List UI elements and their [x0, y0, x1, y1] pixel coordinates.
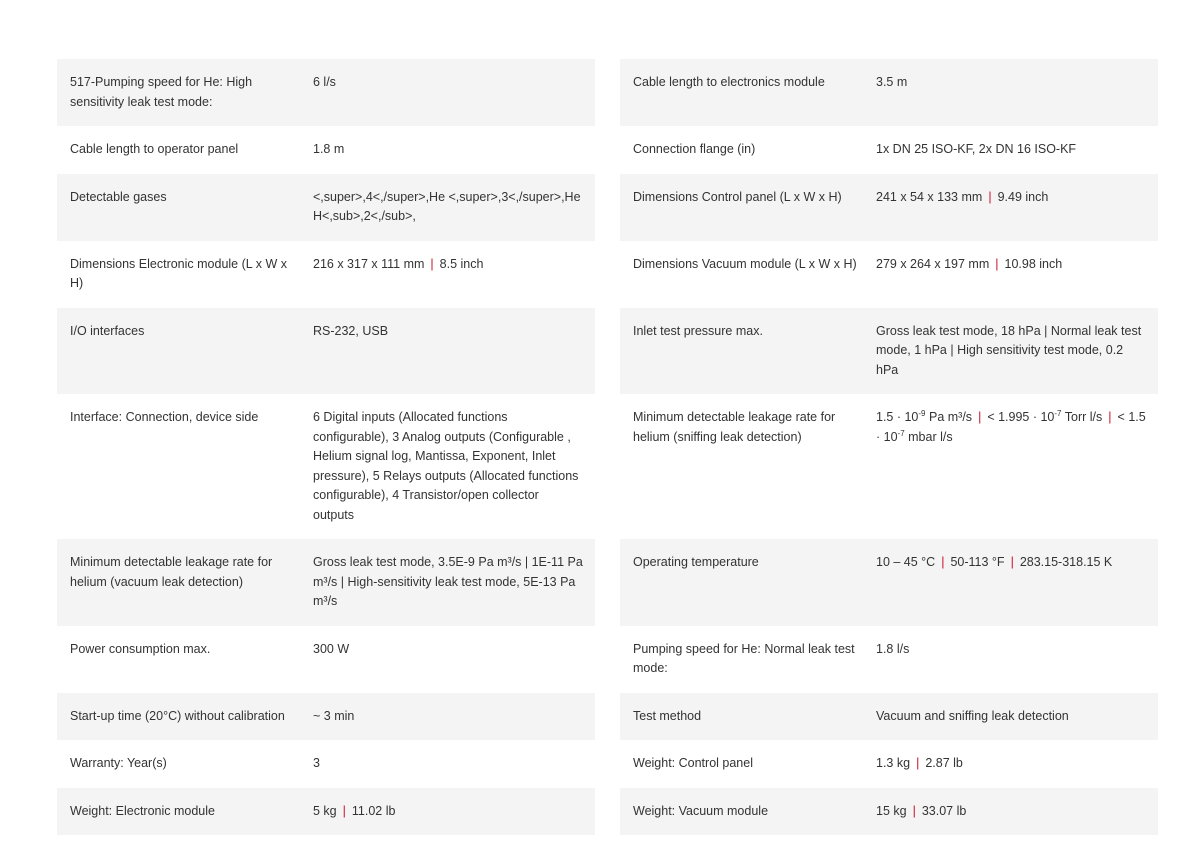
- spec-row: [57, 539, 595, 626]
- separator: |: [430, 256, 434, 271]
- spec-label: Weight: Control panel: [633, 756, 753, 770]
- separator: |: [941, 555, 945, 569]
- spec-row: [57, 59, 595, 126]
- spec-value: [313, 255, 595, 294]
- spec-label: Minimum detectable leakage rate for helium (vacuum leak detection): [70, 555, 273, 589]
- spec-row: [620, 740, 1158, 788]
- spec-label: Inlet test pressure max.: [633, 323, 763, 338]
- spec-row: [620, 539, 1158, 626]
- spec-value: [876, 754, 1158, 774]
- spec-row: [620, 394, 1158, 539]
- spec-value: [876, 188, 1158, 227]
- value-part: 15 kg: [876, 803, 907, 818]
- value-part: mbar l/s: [904, 429, 953, 444]
- spec-value: 1.8 l/s: [876, 641, 910, 656]
- spec-label: Minimum detectable leakage rate for helium (sniffing leak detection): [633, 410, 836, 444]
- spec-label: Dimensions Vacuum module (L x W x H): [633, 256, 857, 271]
- separator: |: [912, 803, 916, 818]
- spec-label: I/O interfaces: [70, 323, 145, 338]
- separator: |: [342, 803, 346, 818]
- spec-label: Dimensions Electronic module (L x W x H): [70, 256, 287, 290]
- spec-label: Connection flange (in): [633, 142, 756, 156]
- spec-row: [57, 626, 595, 693]
- spec-value: 3: [313, 756, 320, 770]
- value-part: 2.87 lb: [925, 756, 963, 770]
- value-part: 216 x 317 x 111 mm: [313, 256, 425, 271]
- value-part: <: [1117, 410, 1125, 424]
- spec-label: Cable length to operator panel: [70, 142, 239, 156]
- spec-row: [620, 241, 1158, 308]
- value-part: 10.98 inch: [1004, 256, 1063, 271]
- value-part: 1.3 kg: [876, 756, 911, 770]
- separator: |: [995, 256, 999, 271]
- spec-label: Cable length to electronics module: [633, 75, 825, 89]
- spec-value: 6 l/s: [313, 75, 336, 89]
- spec-value: Gross leak test mode, 3.5E-9 Pa m³/s | 1E-11 Pa m³/s | High-sensitivity leak test mode, 5E-13 Pa m³/s: [313, 555, 583, 608]
- value-part: 11.02 lb: [351, 803, 396, 818]
- spec-label: Weight: Electronic module: [70, 803, 215, 818]
- spec-row: [57, 126, 595, 174]
- spec-row: [620, 59, 1158, 126]
- spec-value: RS-232, USB: [313, 323, 389, 338]
- value-part: 9.49 inch: [997, 189, 1049, 204]
- spec-row: [620, 626, 1158, 693]
- spec-label: Detectable gases: [70, 189, 167, 204]
- spec-row: [57, 308, 595, 395]
- value-part: 1.5 · 10: [876, 410, 1146, 444]
- value-part: 241 x 54 x 133 mm: [876, 189, 983, 204]
- value-part: < 1.995 · 10: [987, 410, 1055, 424]
- spec-value: [876, 553, 1158, 612]
- spec-value: [876, 408, 1158, 525]
- spec-row: [620, 126, 1158, 174]
- spec-row: [57, 241, 595, 308]
- spec-row: [57, 740, 595, 788]
- spec-label: Interface: Connection, device side: [70, 410, 259, 424]
- spec-row: [57, 788, 595, 836]
- spec-label: Dimensions Control panel (L x W x H): [633, 189, 842, 204]
- spec-value: 1.8 m: [313, 142, 345, 156]
- value-part: Pa m³/s: [925, 410, 973, 424]
- separator: |: [916, 756, 920, 770]
- spec-value: 300 W: [313, 641, 350, 656]
- spec-label: 517-Pumping speed for He: High sensitivity leak test mode:: [70, 75, 253, 109]
- value-part: Torr l/s: [1061, 410, 1103, 424]
- spec-value: Vacuum and sniffing leak detection: [876, 708, 1069, 723]
- separator: |: [1010, 555, 1014, 569]
- spec-value: [313, 802, 595, 822]
- spec-label: Pumping speed for He: Normal leak test mode:: [633, 641, 855, 675]
- separator: |: [978, 410, 982, 424]
- spec-value: 6 Digital inputs (Allocated functions configurable), 3 Analog outputs (Configurable , Helium signal log, Mantissa, Exponent, Inlet pressure), 5 Relays outputs (Allocated functions configurable), 4 Transistor/open collector outputs: [313, 410, 579, 522]
- spec-value: <,super>,4<,/super>,He <,super>,3<,/super>,He H<,sub>,2<,/sub>,: [313, 189, 581, 223]
- spec-value: [876, 255, 1158, 294]
- value-part: 283.15-318.15 K: [1019, 555, 1113, 569]
- spec-value: [876, 802, 1158, 822]
- spec-table: [57, 59, 1158, 835]
- spec-label: Power consumption max.: [70, 641, 211, 656]
- exponent: -7: [897, 428, 905, 438]
- exponent: -7: [1054, 409, 1062, 418]
- separator: |: [988, 189, 992, 204]
- spec-label: Warranty: Year(s): [70, 756, 167, 770]
- spec-row: [57, 174, 595, 241]
- spec-value: Gross leak test mode, 18 hPa | Normal leak test mode, 1 hPa | High sensitivity test mode, 0.2 hPa: [876, 323, 1142, 377]
- spec-row: [620, 693, 1158, 741]
- value-part: 10 – 45 °C: [876, 555, 936, 569]
- value-part: 1.5 · 10: [876, 410, 919, 424]
- spec-row: [57, 394, 595, 539]
- spec-row: [620, 788, 1158, 836]
- spec-row: [57, 693, 595, 741]
- spec-label: Test method: [633, 708, 702, 723]
- spec-value: 3.5 m: [876, 75, 908, 89]
- spec-value: 1x DN 25 ISO-KF, 2x DN 16 ISO-KF: [876, 142, 1077, 156]
- value-part: 50-113 °F: [950, 555, 1005, 569]
- value-part: 279 x 264 x 197 mm: [876, 256, 990, 271]
- spec-row: [620, 174, 1158, 241]
- exponent: -9: [918, 409, 926, 418]
- value-part: 33.07 lb: [921, 803, 967, 818]
- spec-label: Operating temperature: [633, 555, 759, 569]
- separator: |: [1108, 410, 1112, 424]
- spec-value: ~ 3 min: [313, 708, 355, 723]
- value-part: 8.5 inch: [439, 256, 484, 271]
- spec-label: Weight: Vacuum module: [633, 803, 769, 818]
- value-part: 5 kg: [313, 803, 337, 818]
- spec-row: [620, 308, 1158, 395]
- spec-label: Start-up time (20°C) without calibration: [70, 708, 285, 723]
